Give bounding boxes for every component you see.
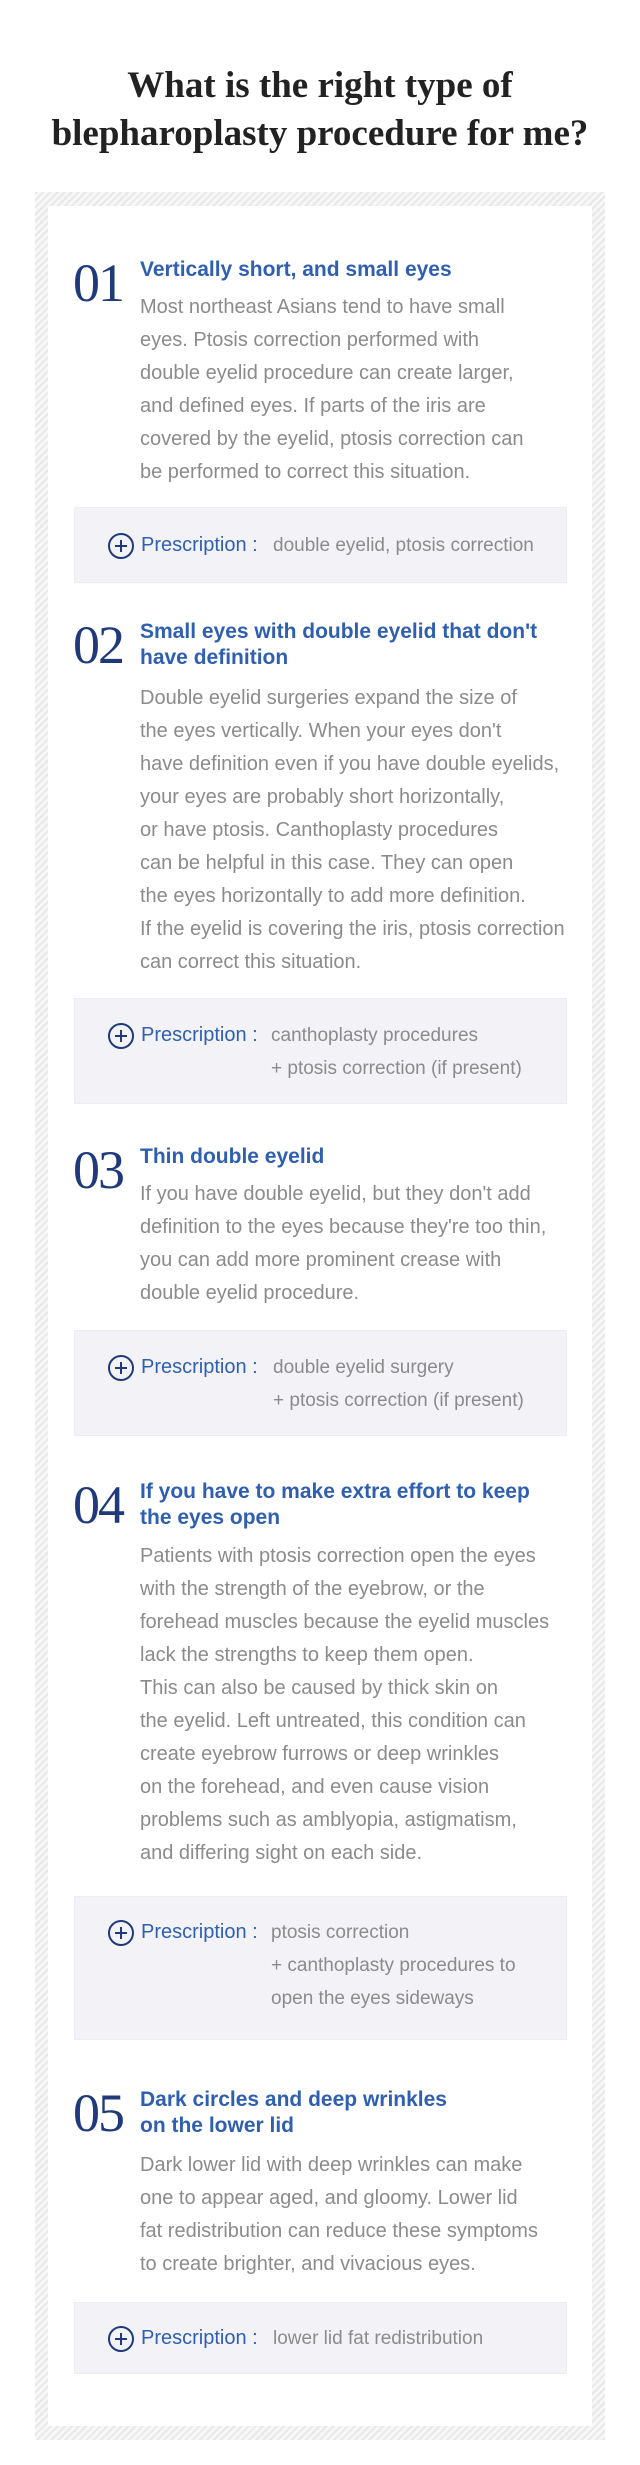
section-body [140, 1178, 595, 1310]
prescription-line: + ptosis correction (if present) [273, 1390, 524, 1411]
body-line: one to appear aged, and gloomy. Lower lid [140, 2187, 518, 2209]
prescription-line: + canthoplasty procedures to [271, 1955, 516, 1976]
body-line: be performed to correct this situation. [140, 461, 471, 483]
section-heading-line: Small eyes with double eyelid that don't [140, 620, 538, 643]
prescription-box [74, 1330, 567, 1436]
section-number: 03 [73, 1140, 123, 1200]
body-line: definition to the eyes because they're too thin, [140, 1216, 547, 1238]
prescription-label: Prescription : [141, 2327, 258, 2349]
section-number: 05 [73, 2083, 123, 2143]
body-line: problems such as amblyopia, astigmatism, [140, 1809, 517, 1831]
body-line: you can add more prominent crease with [140, 1249, 502, 1271]
section-heading [140, 257, 580, 283]
body-line: Patients with ptosis correction open the eyes [140, 1545, 536, 1567]
page-title-line: blepharoplasty procedure for me? [51, 113, 589, 154]
body-line: double eyelid procedure. [140, 1282, 360, 1304]
body-line: create eyebrow furrows or deep wrinkles [140, 1743, 500, 1765]
prescription-box [74, 1896, 567, 2040]
prescription-line: lower lid fat redistribution [273, 2328, 484, 2349]
prescription-label: Prescription : [141, 534, 258, 556]
body-line: on the forehead, and even cause vision [140, 1776, 490, 1798]
circled-plus-icon [107, 1354, 135, 1382]
body-line: Dark lower lid with deep wrinkles can make [140, 2154, 523, 2176]
circled-plus-icon [107, 1919, 135, 1947]
prescription-box [74, 507, 567, 583]
section-heading-line: Vertically short, and small eyes [140, 258, 452, 281]
prescription-label: Prescription : [141, 1921, 258, 1943]
prescription-line: double eyelid, ptosis correction [273, 535, 534, 556]
prescription-text [271, 1916, 516, 2015]
prescription-text [273, 529, 534, 562]
circled-plus-icon [107, 2325, 135, 2353]
prescription-line: double eyelid surgery [273, 1357, 454, 1378]
section-number: 02 [73, 615, 123, 675]
body-line: Double eyelid surgeries expand the size of [140, 687, 517, 709]
section-number: 01 [73, 253, 123, 313]
page-title-line: What is the right type of [127, 65, 513, 106]
body-line: This can also be caused by thick skin on [140, 1677, 498, 1699]
prescription-line: canthoplasty procedures [271, 1025, 479, 1046]
prescription-label: Prescription : [141, 1356, 258, 1378]
body-line: can correct this situation. [140, 951, 362, 973]
body-line: If you have double eyelid, but they don't add [140, 1183, 531, 1205]
body-line: the eyelid. Left untreated, this condition can [140, 1710, 526, 1732]
section-heading-line: If you have to make extra effort to keep [140, 1480, 530, 1503]
section-heading-line: Thin double eyelid [140, 1145, 325, 1168]
prescription-box [74, 998, 567, 1104]
section-body [140, 2149, 595, 2281]
body-line: If the eyelid is covering the iris, ptosis correction [140, 918, 565, 940]
section-heading-line: Dark circles and deep wrinkles [140, 2088, 447, 2111]
section-body [140, 1540, 595, 1870]
section-heading [140, 619, 580, 671]
section-heading [140, 2087, 580, 2139]
body-line: your eyes are probably short horizontally, [140, 786, 505, 808]
body-line: fat redistribution can reduce these symptoms [140, 2220, 538, 2242]
circled-plus-icon [107, 532, 135, 560]
prescription-line: + ptosis correction (if present) [271, 1058, 522, 1079]
prescription-text [273, 2322, 483, 2355]
prescription-box [74, 2302, 567, 2374]
circled-plus-icon [107, 1022, 135, 1050]
page-title [0, 62, 640, 158]
prescription-line: open the eyes sideways [271, 1988, 474, 2009]
section-heading [140, 1479, 580, 1531]
body-line: to create brighter, and vivacious eyes. [140, 2253, 476, 2275]
body-line: or have ptosis. Canthoplasty procedures [140, 819, 498, 841]
body-line: the eyes horizontally to add more definition. [140, 885, 526, 907]
body-line: double eyelid procedure can create larger, [140, 362, 514, 384]
prescription-text [273, 1351, 524, 1417]
body-line: and defined eyes. If parts of the iris are [140, 395, 486, 417]
body-line: eyes. Ptosis correction performed with [140, 329, 480, 351]
body-line: with the strength of the eyebrow, or the [140, 1578, 485, 1600]
prescription-line: ptosis correction [271, 1922, 410, 1943]
section-heading [140, 1144, 580, 1170]
prescription-label: Prescription : [141, 1024, 258, 1046]
body-line: can be helpful in this case. They can open [140, 852, 514, 874]
section-heading-line: have definition [140, 646, 289, 669]
section-heading-line: the eyes open [140, 1506, 281, 1529]
body-line: the eyes vertically. When your eyes don't [140, 720, 502, 742]
body-line: Most northeast Asians tend to have small [140, 296, 505, 318]
body-line: and differing sight on each side. [140, 1842, 423, 1864]
section-number: 04 [73, 1475, 123, 1535]
body-line: lack the strengths to keep them open. [140, 1644, 474, 1666]
section-body [140, 682, 595, 979]
section-heading-line: on the lower lid [140, 2114, 295, 2137]
prescription-text [271, 1019, 522, 1085]
body-line: covered by the eyelid, ptosis correction can [140, 428, 524, 450]
section-body [140, 291, 595, 489]
body-line: have definition even if you have double eyelids, [140, 753, 560, 775]
body-line: forehead muscles because the eyelid muscles [140, 1611, 550, 1633]
